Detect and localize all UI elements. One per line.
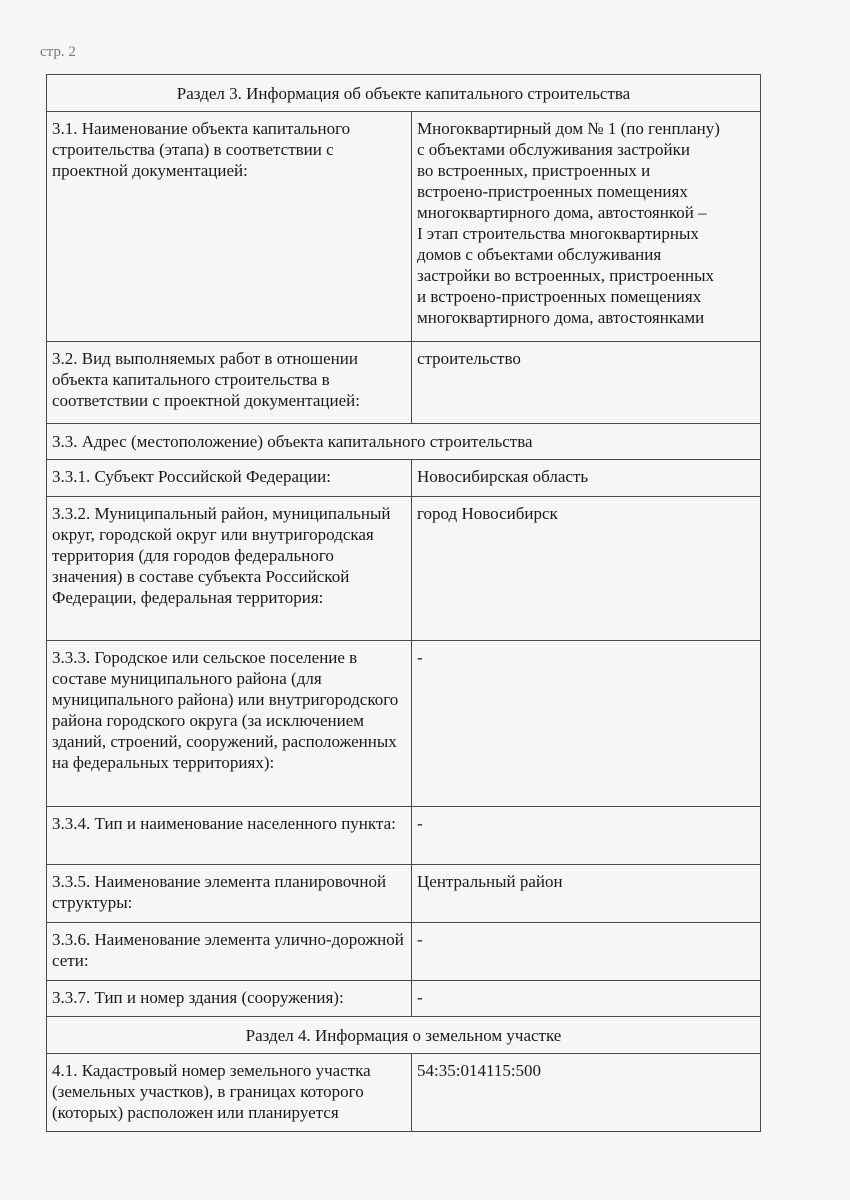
row-3-2-label: 3.2. Вид выполняемых работ в отношении объекта капитального строительства в соответствии с проектной документацией: — [47, 342, 412, 424]
row-3-1 — [47, 112, 761, 342]
section-4-title: Раздел 4. Информация о земельном участке — [47, 1017, 761, 1054]
row-3-3-3-label: 3.3.3. Городское или сельское поселение в составе муниципального района (для муниципального района) или внутригородского района городского округа (за исключением зданий, строений, сооружений, расположенных на федеральных территориях): — [47, 641, 412, 807]
row-3-1-value-line: встроено-пристроенных помещениях — [417, 182, 688, 201]
row-3-3-4 — [47, 807, 761, 865]
row-3-3-2 — [47, 497, 761, 641]
row-3-1-value-line: и встроено-пристроенных помещениях — [417, 287, 702, 306]
row-3-3-7-value: - — [412, 981, 761, 1017]
row-3-1-value-line: Многоквартирный дом № 1 (по генплану) — [417, 119, 720, 138]
row-3-1-label: 3.1. Наименование объекта капитального строительства (этапа) в соответствии с проектной документацией: — [47, 112, 412, 342]
row-3-3 — [47, 424, 761, 460]
row-3-1-value-line: во встроенных, пристроенных и — [417, 161, 651, 180]
row-3-1-value-line: застройки во встроенных, пристроенных — [417, 266, 715, 285]
row-4-1-value: 54:35:014115:500 — [412, 1054, 761, 1132]
row-3-3-4-value: - — [412, 807, 761, 865]
row-3-3-3 — [47, 641, 761, 807]
row-3-3-label: 3.3. Адрес (местоположение) объекта капитального строительства — [47, 424, 761, 460]
section-3-title: Раздел 3. Информация об объекте капитального строительства — [47, 75, 761, 112]
row-3-3-2-value: город Новосибирск — [412, 497, 761, 641]
row-3-3-2-label: 3.3.2. Муниципальный район, муниципальный округ, городской округ или внутригородская территория (для городов федерального значения) в составе субъекта Российской Федерации, федеральная территория: — [47, 497, 412, 641]
row-3-3-5-label: 3.3.5. Наименование элемента планировочной структуры: — [47, 865, 412, 923]
row-3-3-7-label: 3.3.7. Тип и номер здания (сооружения): — [47, 981, 412, 1017]
row-3-3-4-label: 3.3.4. Тип и наименование населенного пункта: — [47, 807, 412, 865]
row-3-1-value-line: с объектами обслуживания застройки — [417, 140, 690, 159]
row-3-2 — [47, 342, 761, 424]
row-3-3-1 — [47, 460, 761, 497]
row-3-2-value: строительство — [412, 342, 761, 424]
row-3-1-value-line: многоквартирного дома, автостоянками — [417, 308, 705, 327]
section-4-header-row — [47, 1017, 761, 1054]
section-3-header-row — [47, 75, 761, 112]
row-3-1-value-line: многоквартирного дома, автостоянкой – — [417, 203, 707, 222]
row-3-3-1-label: 3.3.1. Субъект Российской Федерации: — [47, 460, 412, 497]
row-3-3-7 — [47, 981, 761, 1017]
row-4-1-label: 4.1. Кадастровый номер земельного участка (земельных участков), в границах которого (которых) расположен или планируется — [47, 1054, 412, 1132]
row-3-3-6-label: 3.3.6. Наименование элемента улично-дорожной сети: — [47, 923, 412, 981]
row-3-1-value-line: домов с объектами обслуживания — [417, 245, 662, 264]
row-4-1 — [47, 1054, 761, 1132]
row-3-3-5-value: Центральный район — [412, 865, 761, 923]
permit-form-table — [46, 74, 761, 1132]
row-3-3-3-value: - — [412, 641, 761, 807]
row-3-1-value — [412, 112, 761, 342]
row-3-1-value-line: I этап строительства многоквартирных — [417, 224, 699, 243]
row-3-3-1-value: Новосибирская область — [412, 460, 761, 497]
row-3-3-6 — [47, 923, 761, 981]
page-number: стр. 2 — [40, 44, 76, 60]
row-3-3-5 — [47, 865, 761, 923]
row-3-3-6-value: - — [412, 923, 761, 981]
